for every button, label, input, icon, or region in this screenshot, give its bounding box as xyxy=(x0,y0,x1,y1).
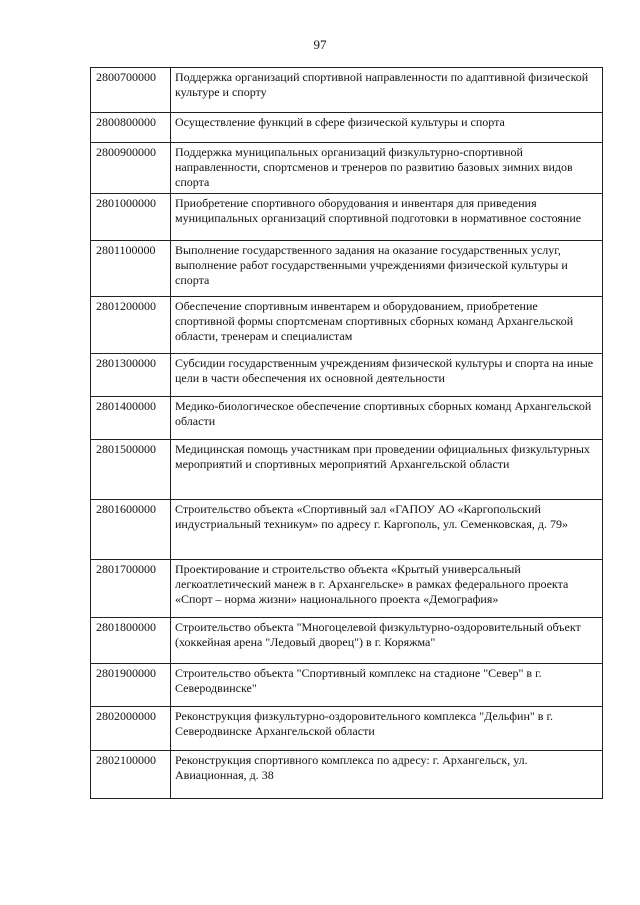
table-row xyxy=(91,560,603,618)
description-cell: Поддержка муниципальных организаций физкультурно-спортивной направленности, спортсменов и тренеров по развитию базовых зимних видов спорта xyxy=(171,143,603,194)
code-cell: 2801500000 xyxy=(91,440,171,500)
code-cell: 2801600000 xyxy=(91,500,171,560)
table-row xyxy=(91,440,603,500)
code-cell: 2801700000 xyxy=(91,560,171,618)
description-cell: Поддержка организаций спортивной направленности по адаптивной физической культуре и спорту xyxy=(171,68,603,113)
table-row xyxy=(91,751,603,799)
code-cell: 2801300000 xyxy=(91,354,171,397)
code-cell: 2801100000 xyxy=(91,241,171,297)
table-row xyxy=(91,500,603,560)
description-cell: Строительство объекта "Многоцелевой физкультурно-оздоровительный объект (хоккейная арена "Ледовый дворец") в г. Коряжма" xyxy=(171,618,603,664)
description-cell: Медицинская помощь участникам при проведении официальных физкультурных мероприятий и спортивных мероприятий Архангельской области xyxy=(171,440,603,500)
page-number: 97 xyxy=(313,37,327,52)
code-cell: 2802000000 xyxy=(91,707,171,751)
table-row xyxy=(91,113,603,143)
table-row xyxy=(91,618,603,664)
table-row xyxy=(91,68,603,113)
code-cell: 2801200000 xyxy=(91,297,171,354)
description-cell: Выполнение государственного задания на оказание государственных услуг, выполнение работ государственными учреждениями физической культуры и спорта xyxy=(171,241,603,297)
code-cell: 2801900000 xyxy=(91,664,171,707)
table-row xyxy=(91,194,603,241)
code-cell: 2800700000 xyxy=(91,68,171,113)
description-cell: Проектирование и строительство объекта «Крытый универсальный легкоатлетический манеж в г. Архангельске» в рамках федерального проекта «Спорт – норма жизни» национального проекта «Демография» xyxy=(171,560,603,618)
description-cell: Медико-биологическое обеспечение спортивных сборных команд Архангельской области xyxy=(171,397,603,440)
code-cell: 2801000000 xyxy=(91,194,171,241)
description-cell: Строительство объекта «Спортивный зал «ГАПОУ АО «Каргопольский индустриальный техникум» по адресу г. Каргополь, ул. Семенковская, д. 79» xyxy=(171,500,603,560)
table-row xyxy=(91,397,603,440)
code-cell: 2800800000 xyxy=(91,113,171,143)
code-cell: 2801400000 xyxy=(91,397,171,440)
description-cell: Приобретение спортивного оборудования и инвентаря для приведения муниципальных организаций спортивной подготовки в нормативное состояние xyxy=(171,194,603,241)
description-cell: Субсидии государственным учреждениям физической культуры и спорта на иные цели в части обеспечения их основной деятельности xyxy=(171,354,603,397)
table-row xyxy=(91,241,603,297)
description-cell: Реконструкция спортивного комплекса по адресу: г. Архангельск, ул. Авиационная, д. 38 xyxy=(171,751,603,799)
table-row xyxy=(91,664,603,707)
table-row xyxy=(91,707,603,751)
description-cell: Обеспечение спортивным инвентарем и оборудованием, приобретение спортивной формы спортсменам спортивных сборных команд Архангельской области, тренерам и специалистам xyxy=(171,297,603,354)
code-cell: 2801800000 xyxy=(91,618,171,664)
code-cell: 2802100000 xyxy=(91,751,171,799)
description-cell: Строительство объекта "Спортивный комплекс на стадионе "Север" в г. Северодвинске" xyxy=(171,664,603,707)
budget-code-table xyxy=(90,67,603,799)
table-row xyxy=(91,354,603,397)
description-cell: Реконструкция физкультурно-оздоровительного комплекса "Дельфин" в г. Северодвинске Архангельской области xyxy=(171,707,603,751)
table-row xyxy=(91,297,603,354)
code-cell: 2800900000 xyxy=(91,143,171,194)
description-cell: Осуществление функций в сфере физической культуры и спорта xyxy=(171,113,603,143)
table-row xyxy=(91,143,603,194)
